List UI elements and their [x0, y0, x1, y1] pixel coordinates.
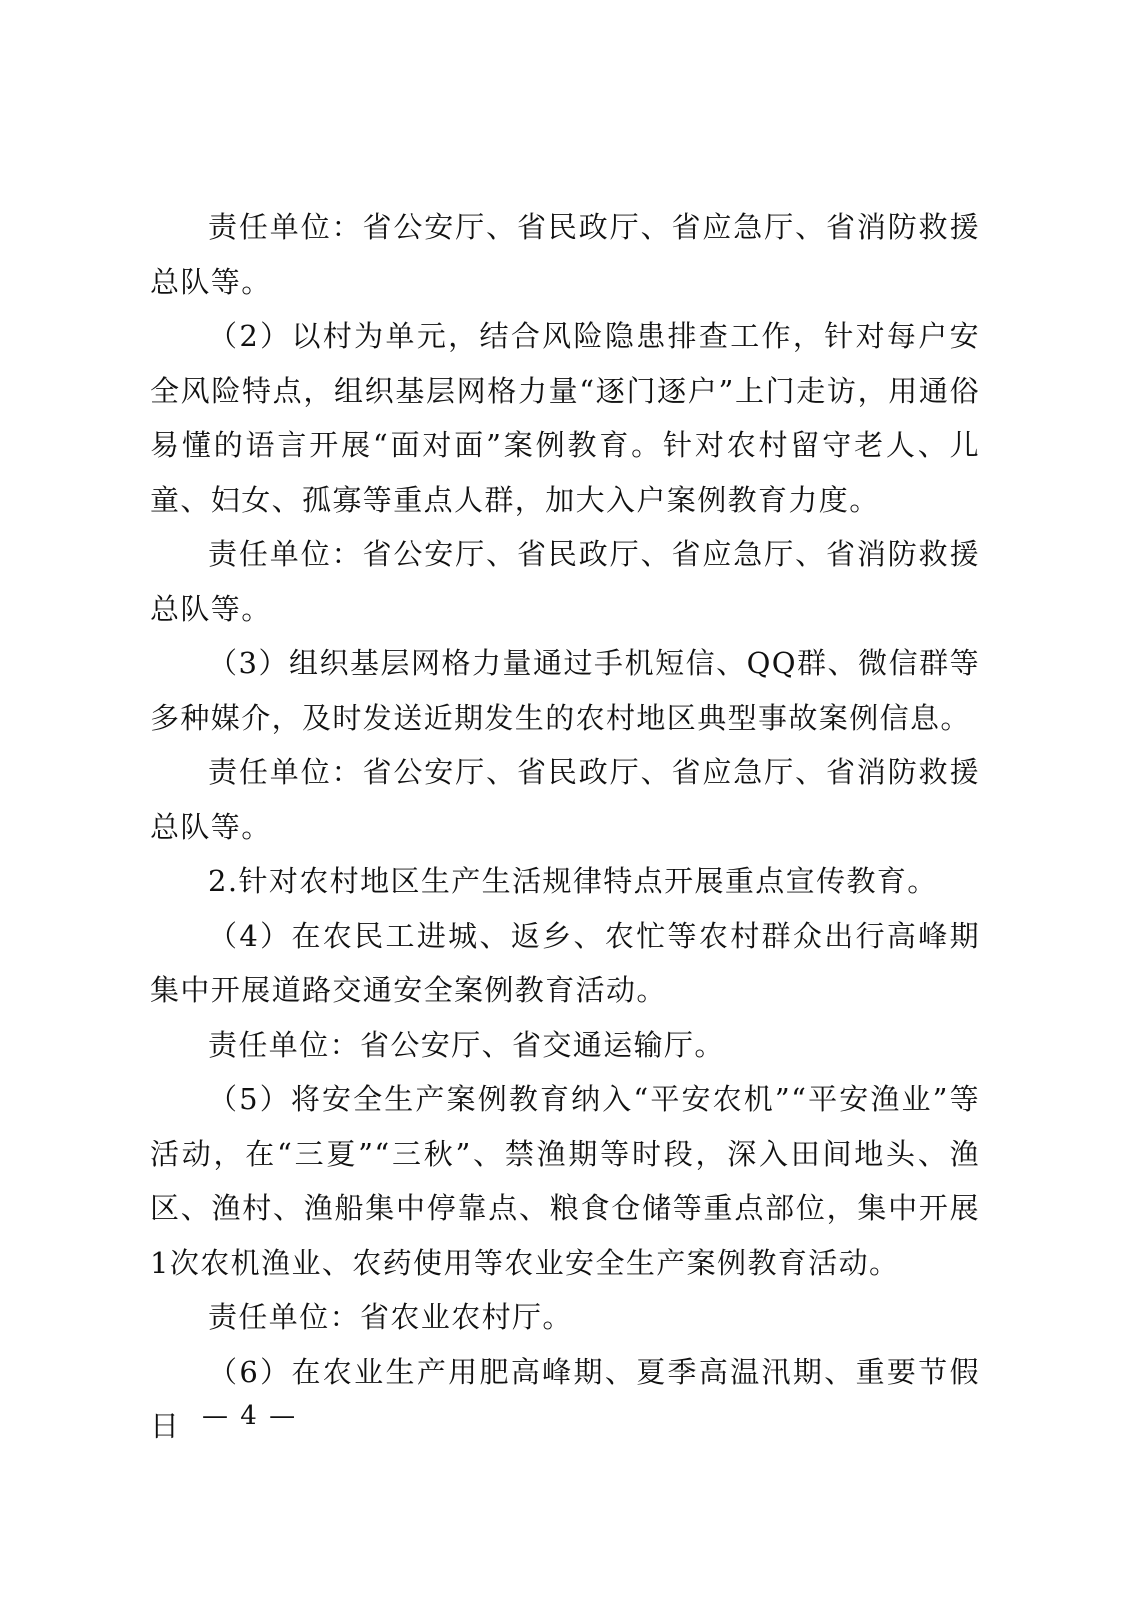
page-number: — 4 —	[202, 1401, 298, 1431]
paragraph-responsible-units-2: 责任单位：省公安厅、省民政厅、省应急厅、省消防救援总队等。	[150, 537, 980, 626]
paragraph-responsible-units-3: 责任单位：省公安厅、省民政厅、省应急厅、省消防救援总队等。	[150, 755, 980, 844]
paragraph-item-6: （6）在农业生产用肥高峰期、夏季高温汛期、重要节假日	[150, 1354, 980, 1443]
section-heading-2: 2.针对农村地区生产生活规律特点开展重点宣传教育。	[208, 864, 938, 898]
paragraph-item-3: （3）组织基层网格力量通过手机短信、QQ群、微信群等多种媒介，及时发送近期发生的农村地区典型事故案例信息。	[150, 646, 980, 735]
document-body	[150, 200, 980, 1454]
paragraph-responsible-units-4: 责任单位：省公安厅、省交通运输厅。	[208, 1027, 725, 1062]
paragraph-responsible-units-5: 责任单位：省农业农村厅。	[208, 1300, 573, 1334]
paragraph-responsible-units-1: 责任单位：省公安厅、省民政厅、省应急厅、省消防救援总队等。	[150, 210, 980, 299]
paragraph-item-4: （4）在农民工进城、返乡、农忙等农村群众出行高峰期集中开展道路交通安全案例教育活动。	[150, 918, 980, 1007]
paragraph-item-2: （2）以村为单元，结合风险隐患排查工作，针对每户安全风险特点，组织基层网格力量“逐门逐户”上门走访，用通俗易懂的语言开展“面对面”案例教育。针对农村留守老人、儿童、妇女、孤寡等重点人群，加大入户案例教育力度。	[150, 319, 980, 517]
paragraph-item-5: （5）将安全生产案例教育纳入“平安农机”“平安渔业”等活动，在“三夏”“三秋”、禁渔期等时段，深入田间地头、渔区、渔村、渔船集中停靠点、粮食仓储等重点部位，集中开展1次农机渔业、农药使用等农业安全生产案例教育活动。	[150, 1082, 980, 1280]
